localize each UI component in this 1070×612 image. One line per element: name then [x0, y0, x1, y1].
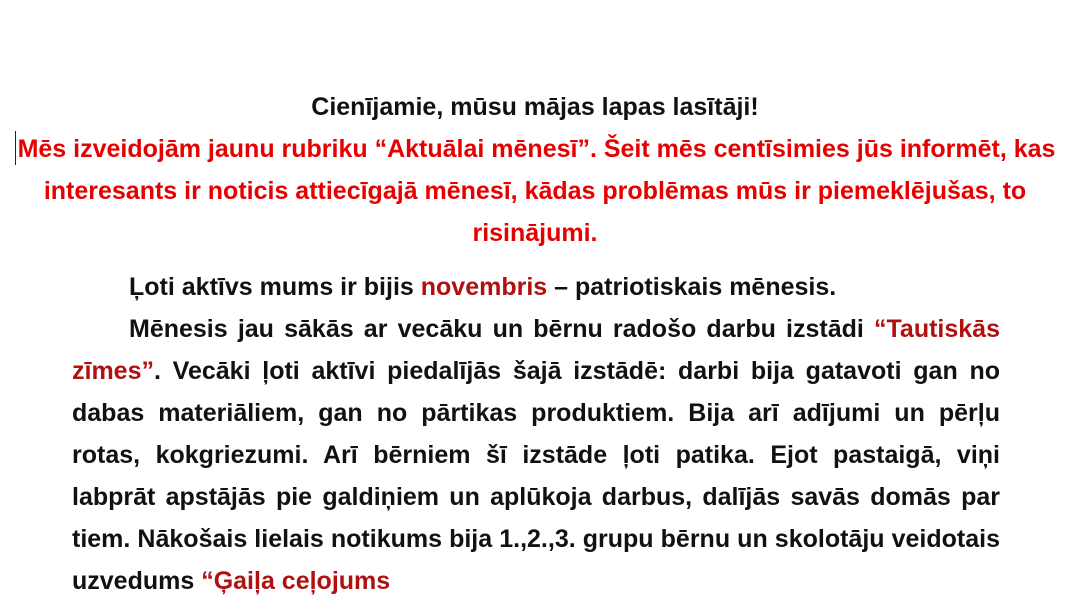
paragraph-exhibition-start: Mēnesis jau sākās ar vecāku un bērnu radošo darbu izstādi	[129, 315, 875, 343]
paragraph-november	[72, 266, 1000, 308]
rubric-intro	[0, 128, 1070, 254]
paragraph-november-end: – patriotiskais mēnesis.	[547, 273, 837, 301]
month-highlight: novembris	[420, 273, 548, 301]
text-cursor	[15, 131, 16, 165]
exhibition-title: “Tautiskās zīmes”	[72, 315, 1000, 385]
greeting-title: Cienījamie, mūsu mājas lapas lasītāji!	[311, 93, 759, 121]
performance-title: “Ģaiļa ceļojums	[201, 567, 391, 595]
rubric-intro-text: Mēs izveidojām jaunu rubriku “Aktuālai mēnesī”. Šeit mēs centīsimies jūs informēt, kas interesants ir noticis attiecīgajā mēnesī, kādas problēmas mūs ir piemeklējušas, to risinājumi.	[17, 135, 1056, 247]
paragraph-exhibition-body: . Vecāki ļoti aktīvi piedalījās šajā izstādē: darbi bija gatavoti gan no dabas materiāliem, gan no pārtikas produktiem. Bija arī adījumi un pērļu rotas, kokgriezumi. Arī bērniem šī izstāde ļoti patika. Ejot pastaigā, viņi labprāt apstājās pie galdiņiem un aplūkoja darbus, dalījās savās domās par tiem. Nākošais lielais notikums bija 1.,2.,3. grupu bērnu un skolotāju veidotais uzvedums	[72, 357, 1000, 595]
paragraph-exhibition	[72, 308, 1000, 602]
document-heading	[0, 86, 1070, 254]
paragraph-november-start: Ļoti aktīvs mums ir bijis	[129, 273, 421, 301]
document-body	[72, 266, 1000, 602]
